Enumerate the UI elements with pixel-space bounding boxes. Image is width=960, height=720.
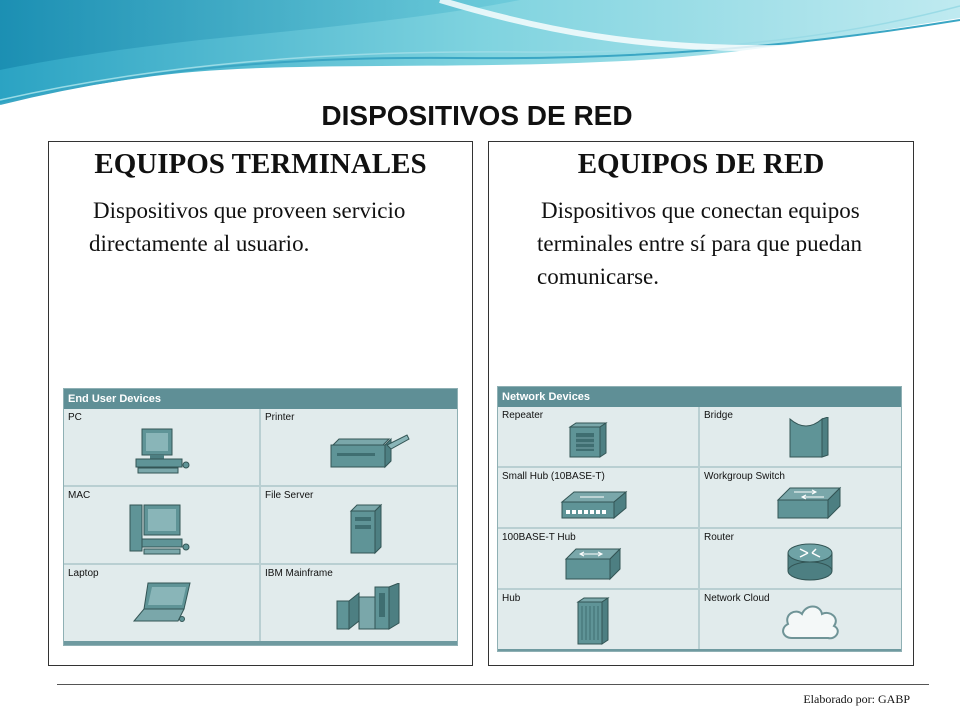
panel-heading-red: EQUIPOS DE RED bbox=[577, 148, 825, 180]
device-label: Printer bbox=[265, 412, 295, 423]
device-label: Repeater bbox=[502, 410, 544, 421]
file-server-icon bbox=[347, 503, 383, 555]
device-cell-router bbox=[700, 529, 901, 588]
device-cell-hub bbox=[498, 590, 698, 649]
device-label: 100BASE-T Hub bbox=[502, 532, 576, 543]
device-label: PC bbox=[68, 412, 82, 423]
device-cell-workgroup-switch bbox=[700, 468, 901, 527]
device-label: Workgroup Switch bbox=[704, 471, 785, 482]
table-header: Network Devices bbox=[498, 387, 901, 407]
router-icon bbox=[786, 541, 834, 583]
device-label: Network Cloud bbox=[704, 593, 770, 604]
network-devices-table bbox=[497, 386, 902, 652]
device-cell-file-server bbox=[261, 487, 457, 563]
hub-icon bbox=[574, 596, 614, 646]
device-cell-repeater bbox=[498, 407, 698, 466]
end-user-panel bbox=[48, 141, 473, 666]
mainframe-icon bbox=[335, 583, 405, 633]
pc-icon bbox=[134, 427, 190, 475]
table-header: End User Devices bbox=[64, 389, 457, 409]
network-panel bbox=[488, 141, 914, 666]
device-cell-network-cloud bbox=[700, 590, 901, 649]
device-cell-printer bbox=[261, 409, 457, 485]
small-hub-icon bbox=[558, 488, 630, 522]
device-label: File Server bbox=[265, 490, 314, 501]
device-label: IBM Mainframe bbox=[265, 568, 333, 579]
printer-icon bbox=[327, 431, 411, 473]
device-cell-bridge bbox=[700, 407, 901, 466]
device-cell-mainframe bbox=[261, 565, 457, 641]
device-label: Laptop bbox=[68, 568, 99, 579]
device-cell-mac bbox=[64, 487, 259, 563]
description-text: Dispositivos que proveen servicio directamente al usuario. bbox=[89, 198, 406, 256]
hub-100baset-icon bbox=[562, 545, 624, 583]
device-label: Hub bbox=[502, 593, 521, 604]
device-cell-pc bbox=[64, 409, 259, 485]
mac-icon bbox=[128, 499, 190, 559]
slide-title: DISPOSITIVOS DE RED bbox=[321, 100, 633, 131]
header-wave-decoration bbox=[0, 0, 960, 110]
device-cell-small-hub bbox=[498, 468, 698, 527]
device-cell-100baset-hub bbox=[498, 529, 698, 588]
repeater-icon bbox=[566, 421, 610, 461]
footer-divider bbox=[57, 684, 929, 685]
device-label: MAC bbox=[68, 490, 91, 501]
network-cloud-icon bbox=[778, 600, 842, 644]
bridge-icon bbox=[786, 417, 830, 463]
device-label: Router bbox=[704, 532, 735, 543]
end-user-devices-table bbox=[63, 388, 458, 646]
panel-heading-terminales: EQUIPOS TERMINALES bbox=[94, 148, 427, 180]
switch-icon bbox=[774, 484, 844, 522]
device-label: Bridge bbox=[704, 410, 733, 421]
device-cell-laptop bbox=[64, 565, 259, 641]
footer-credit: Elaborado por: GABP bbox=[803, 692, 910, 706]
laptop-icon bbox=[132, 581, 194, 627]
panel-description-red bbox=[537, 194, 912, 293]
panel-description-terminales bbox=[89, 194, 469, 260]
description-text: Dispositivos que conectan equipos terminales entre sí para que puedan comunicarse. bbox=[537, 198, 863, 289]
device-label: Small Hub (10BASE-T) bbox=[502, 471, 605, 482]
